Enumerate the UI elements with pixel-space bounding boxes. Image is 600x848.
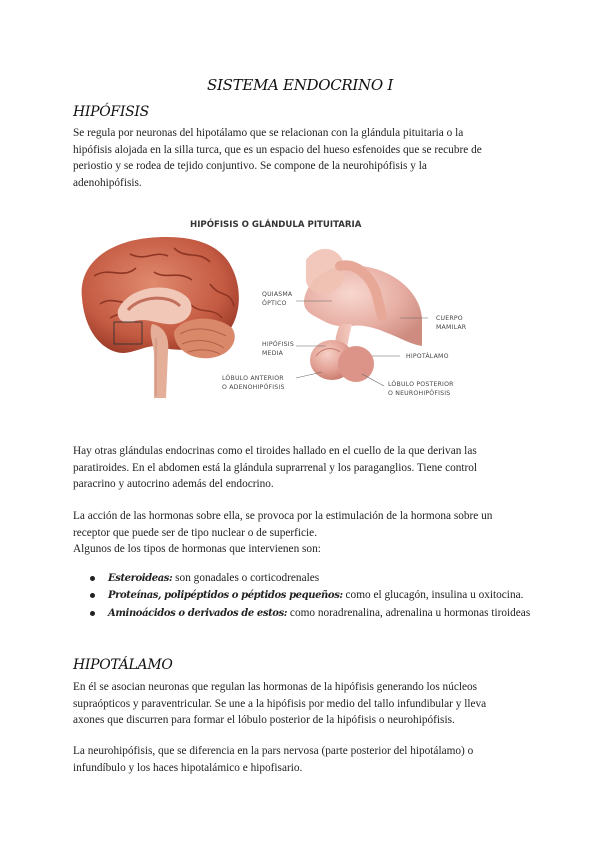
list-item-term: Aminoácidos o derivados de estos: — [108, 607, 288, 619]
label-hipofisis-media: HIPÓFISIS — [262, 341, 294, 348]
text-line: Algunos de los tipos de hormonas que intervienen son: — [73, 543, 321, 556]
paragraph-hipotalamo-1 — [73, 679, 529, 729]
text-line: En él se asocian neuronas que regulan las hormonas de la hipófisis generando los núcleos — [73, 681, 478, 693]
paragraph-hipofisis-2 — [73, 443, 529, 493]
list-item — [90, 570, 560, 587]
list-item — [90, 587, 560, 604]
list-item-text: como noradrenalina, adrenalina u hormonas tiroideas — [287, 606, 531, 619]
text-line: paracrino y autocrino además del endocrino. — [73, 478, 274, 491]
label-lobulo-posterior: LÓBULO POSTERIOR — [388, 381, 454, 388]
label-lobulo-anterior: LÓBULO ANTERIOR — [222, 375, 284, 382]
text-line: hipófisis alojada en la silla turca, que es un espacio del hueso esfenoides que se recubre de — [73, 143, 482, 156]
text-line: receptor que puede ser de tipo nuclear o de superficie. — [73, 526, 318, 539]
label-quiasma-2: ÓPTICO — [262, 300, 287, 307]
text-line: Se regula por neuronas del hipotálamo que se relacionan con la glándula pituitaria o la — [73, 127, 464, 139]
list-item-term: Proteínas, polipéptidos o péptidos pequeños: — [108, 590, 343, 602]
list-item — [90, 605, 560, 622]
list-item-text: como el glucagón, insulina u oxitocina. — [342, 589, 524, 602]
list-item-term: Esteroideas: — [108, 573, 173, 584]
pituitary-figure — [70, 206, 492, 438]
text-line: paratiroides. En el abdomen está la glándula suprarrenal y los paraganglios. Tiene control — [73, 461, 478, 474]
bullet-icon — [90, 593, 95, 598]
pituitary-detail-illustration — [304, 249, 422, 382]
paragraph-hipotalamo-2 — [73, 743, 529, 776]
text-line: infundíbulo y los haces hipotalámico e hipofisario. — [73, 761, 303, 774]
figure-title: HIPÓFISIS O GLÁNDULA PITUITARIA — [190, 220, 362, 230]
page-title: SISTEMA ENDOCRINO I — [207, 76, 393, 94]
paragraph-hipofisis-3 — [73, 508, 529, 558]
section-heading-hipofisis: HIPÓFISIS — [73, 104, 149, 120]
section-heading-hipotalamo: HIPOTÁLAMO — [73, 657, 173, 673]
label-cuerpo: CUERPO — [436, 315, 463, 322]
label-hipotalamo: HIPOTÁLAMO — [406, 353, 449, 360]
bullet-icon — [90, 611, 95, 616]
text-line: adenohipófisis. — [73, 176, 142, 189]
label-hipofisis-media-2: MEDIA — [262, 350, 284, 357]
label-cuerpo-2: MAMILAR — [436, 324, 467, 331]
text-line: supraópticos y paraventricular. Se une a la hipófisis por medio del tallo infundibular y lleva — [73, 697, 487, 710]
text-line: La acción de las hormonas sobre ella, se provoca por la estimulación de la hormona sobre un — [73, 510, 493, 522]
bullet-icon — [90, 576, 95, 581]
list-item-text: son gonadales o corticodrenales — [172, 572, 320, 584]
hormone-type-list — [90, 570, 560, 622]
label-quiasma: QUIASMA — [262, 291, 293, 298]
text-line: axones que discurren para formar el lóbulo posterior de la hipófisis o neurohipófisis. — [73, 714, 455, 727]
label-lobulo-anterior-2: O ADENOHIPÓFISIS — [222, 384, 285, 391]
paragraph-hipofisis-intro — [73, 125, 529, 191]
text-line: periostio y se rodea de tejido conjuntivo. Se compone de la neurohipófisis y la — [73, 160, 427, 173]
brain-illustration — [82, 237, 239, 398]
text-line: Hay otras glándulas endocrinas como el tiroides hallado en el cuello de la que derivan las — [73, 445, 477, 457]
label-lobulo-posterior-2: O NEUROHIPÓFISIS — [388, 390, 451, 397]
text-line: La neurohipófisis, que se diferencia en la pars nervosa (parte posterior del hipotálamo) o — [73, 745, 474, 757]
